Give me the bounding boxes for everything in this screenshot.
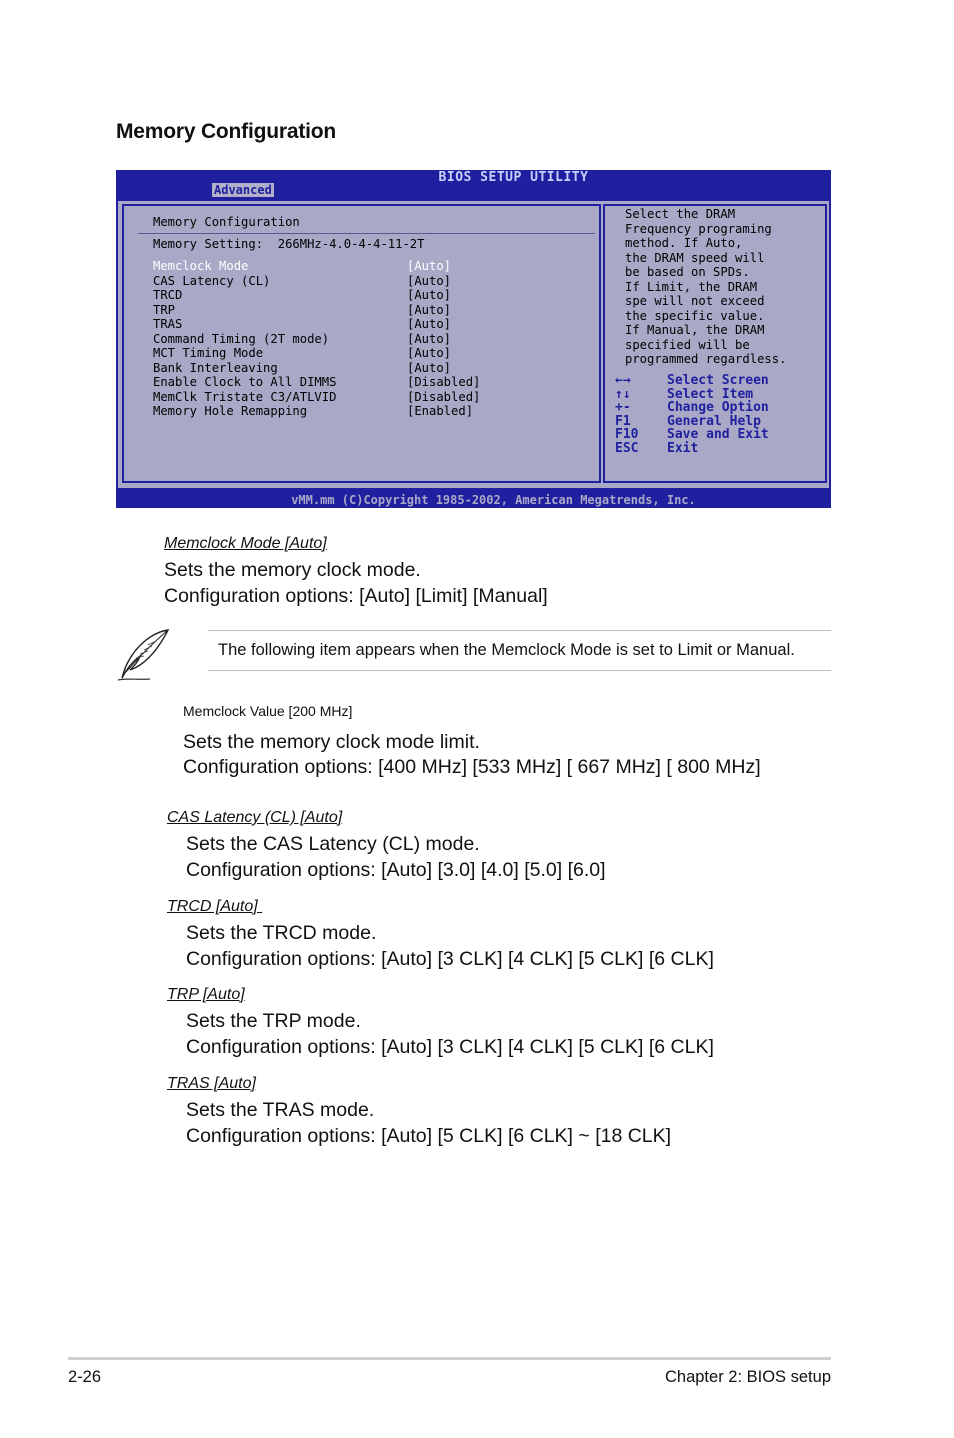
key-action-save-and-exit: Save and Exit bbox=[667, 427, 769, 442]
option-tras-value[interactable]: [Auto] bbox=[407, 317, 452, 331]
option-command-timing-value[interactable]: [Auto] bbox=[407, 331, 452, 346]
key-action-select-screen: Select Screen bbox=[667, 373, 769, 388]
item-desc: Sets the memory clock mode. bbox=[164, 559, 421, 581]
item-title-memclock-value: Memclock Value [200 MHz] bbox=[183, 703, 353, 719]
bios-header bbox=[116, 170, 831, 200]
item-options: Configuration options: [Auto] [3 CLK] [4 CLK] [5 CLK] [6 CLK] bbox=[186, 1036, 714, 1058]
item-options: Configuration options: [Auto] [Limit] [Manual] bbox=[164, 585, 548, 607]
option-memclock-mode[interactable]: Memclock Mode bbox=[153, 259, 249, 273]
option-mct-timing-mode[interactable]: MCT Timing Mode bbox=[153, 346, 264, 360]
help-line: Select the DRAM bbox=[625, 207, 736, 221]
option-memclk-tristate[interactable]: MemClk Tristate C3/ATLVID bbox=[153, 389, 337, 404]
item-options: Configuration options: [Auto] [3.0] [4.0] [5.0] [6.0] bbox=[186, 859, 606, 881]
help-line: Frequency programing bbox=[625, 221, 772, 236]
bios-panel bbox=[118, 201, 829, 488]
option-memclk-tristate-value[interactable]: [Disabled] bbox=[407, 389, 481, 404]
item-options: Configuration options: [400 MHz] [533 MHz] [ 667 MHz] [ 800 MHz] bbox=[183, 756, 761, 778]
bios-panel-title: Memory Configuration bbox=[153, 215, 300, 229]
help-line: spe will not exceed bbox=[625, 294, 765, 308]
key-esc: ESC bbox=[615, 440, 639, 456]
bios-screenshot bbox=[116, 170, 831, 508]
key-action-select-item: Select Item bbox=[667, 386, 754, 402]
key-action-change-option: Change Option bbox=[667, 400, 769, 415]
item-title-cas-latency: CAS Latency (CL) [Auto] bbox=[167, 809, 343, 826]
help-line: If Manual, the DRAM bbox=[625, 323, 765, 337]
help-line: method. If Auto, bbox=[625, 236, 743, 250]
option-command-timing[interactable]: Command Timing (2T mode) bbox=[153, 331, 330, 346]
option-enable-clock-value[interactable]: [Disabled] bbox=[407, 375, 481, 389]
memory-setting-readout: Memory Setting: 266MHz-4.0-4-4-11-2T bbox=[153, 237, 425, 251]
item-title-trp: TRP [Auto] bbox=[167, 986, 245, 1003]
item-desc: Sets the memory clock mode limit. bbox=[183, 731, 480, 753]
item-title-tras: TRAS [Auto] bbox=[167, 1075, 256, 1092]
page-number: 2-26 bbox=[68, 1368, 102, 1386]
bios-copyright: vMM.mm (C)Copyright 1985-2002, American Megatrends, Inc. bbox=[291, 493, 696, 507]
option-bank-interleaving[interactable]: Bank Interleaving bbox=[153, 360, 278, 375]
help-line: If Limit, the DRAM bbox=[625, 279, 758, 294]
option-tras[interactable]: TRAS bbox=[153, 317, 183, 331]
chapter-title: Chapter 2: BIOS setup bbox=[664, 1368, 831, 1386]
option-trp[interactable]: TRP bbox=[153, 302, 176, 317]
feather-pen-icon bbox=[114, 626, 172, 684]
item-options: Configuration options: [Auto] [3 CLK] [4 CLK] [5 CLK] [6 CLK] bbox=[186, 948, 714, 970]
option-enable-clock[interactable]: Enable Clock to All DIMMS bbox=[153, 375, 337, 389]
option-memclock-mode-value[interactable]: [Auto] bbox=[407, 259, 452, 273]
key-f10: F10 bbox=[615, 427, 639, 442]
item-title-memclock-mode: Memclock Mode [Auto] bbox=[164, 535, 327, 552]
arrow-up-down-icon: ↑↓ bbox=[615, 386, 631, 402]
tab-advanced[interactable]: Advanced bbox=[214, 183, 272, 197]
note-top-rule bbox=[208, 630, 831, 631]
item-title-trcd: TRCD [Auto] bbox=[167, 898, 263, 915]
help-line: programmed regardless. bbox=[625, 352, 787, 366]
option-mct-timing-mode-value[interactable]: [Auto] bbox=[407, 346, 452, 360]
option-cas-latency-value[interactable]: [Auto] bbox=[407, 273, 452, 288]
key-f1: F1 bbox=[615, 413, 631, 429]
item-desc: Sets the TRP mode. bbox=[186, 1010, 361, 1032]
footer-rule bbox=[68, 1357, 831, 1360]
plus-minus-icon: +- bbox=[615, 400, 631, 415]
option-trcd[interactable]: TRCD bbox=[153, 288, 183, 302]
option-memory-hole-remapping-value[interactable]: [Enabled] bbox=[407, 404, 474, 418]
option-trcd-value[interactable]: [Auto] bbox=[407, 288, 452, 302]
option-memory-hole-remapping[interactable]: Memory Hole Remapping bbox=[153, 404, 308, 418]
bios-help-pane bbox=[603, 204, 827, 483]
bios-options-pane bbox=[122, 204, 601, 483]
option-cas-latency[interactable]: CAS Latency (CL) bbox=[153, 273, 271, 288]
section-title: Memory Configuration bbox=[116, 120, 336, 143]
key-action-general-help: General Help bbox=[667, 413, 761, 429]
bios-header-title: BIOS SETUP UTILITY bbox=[438, 170, 589, 185]
help-line: be based on SPDs. bbox=[625, 265, 750, 279]
help-line: the DRAM speed will bbox=[625, 250, 765, 265]
note-text: The following item appears when the Memclock Mode is set to Limit or Manual. bbox=[218, 641, 795, 659]
divider bbox=[138, 233, 595, 234]
arrow-left-right-icon: ←→ bbox=[615, 373, 631, 388]
note-bottom-rule bbox=[208, 670, 831, 671]
help-line: specified will be bbox=[625, 337, 750, 352]
item-desc: Sets the TRAS mode. bbox=[186, 1099, 375, 1121]
option-bank-interleaving-value[interactable]: [Auto] bbox=[407, 360, 452, 375]
item-options: Configuration options: [Auto] [5 CLK] [6 CLK] ~ [18 CLK] bbox=[186, 1125, 672, 1147]
option-trp-value[interactable]: [Auto] bbox=[407, 302, 452, 317]
help-line: the specific value. bbox=[625, 308, 765, 323]
key-action-exit: Exit bbox=[667, 440, 699, 456]
item-desc: Sets the TRCD mode. bbox=[186, 922, 377, 944]
item-desc: Sets the CAS Latency (CL) mode. bbox=[186, 833, 480, 855]
